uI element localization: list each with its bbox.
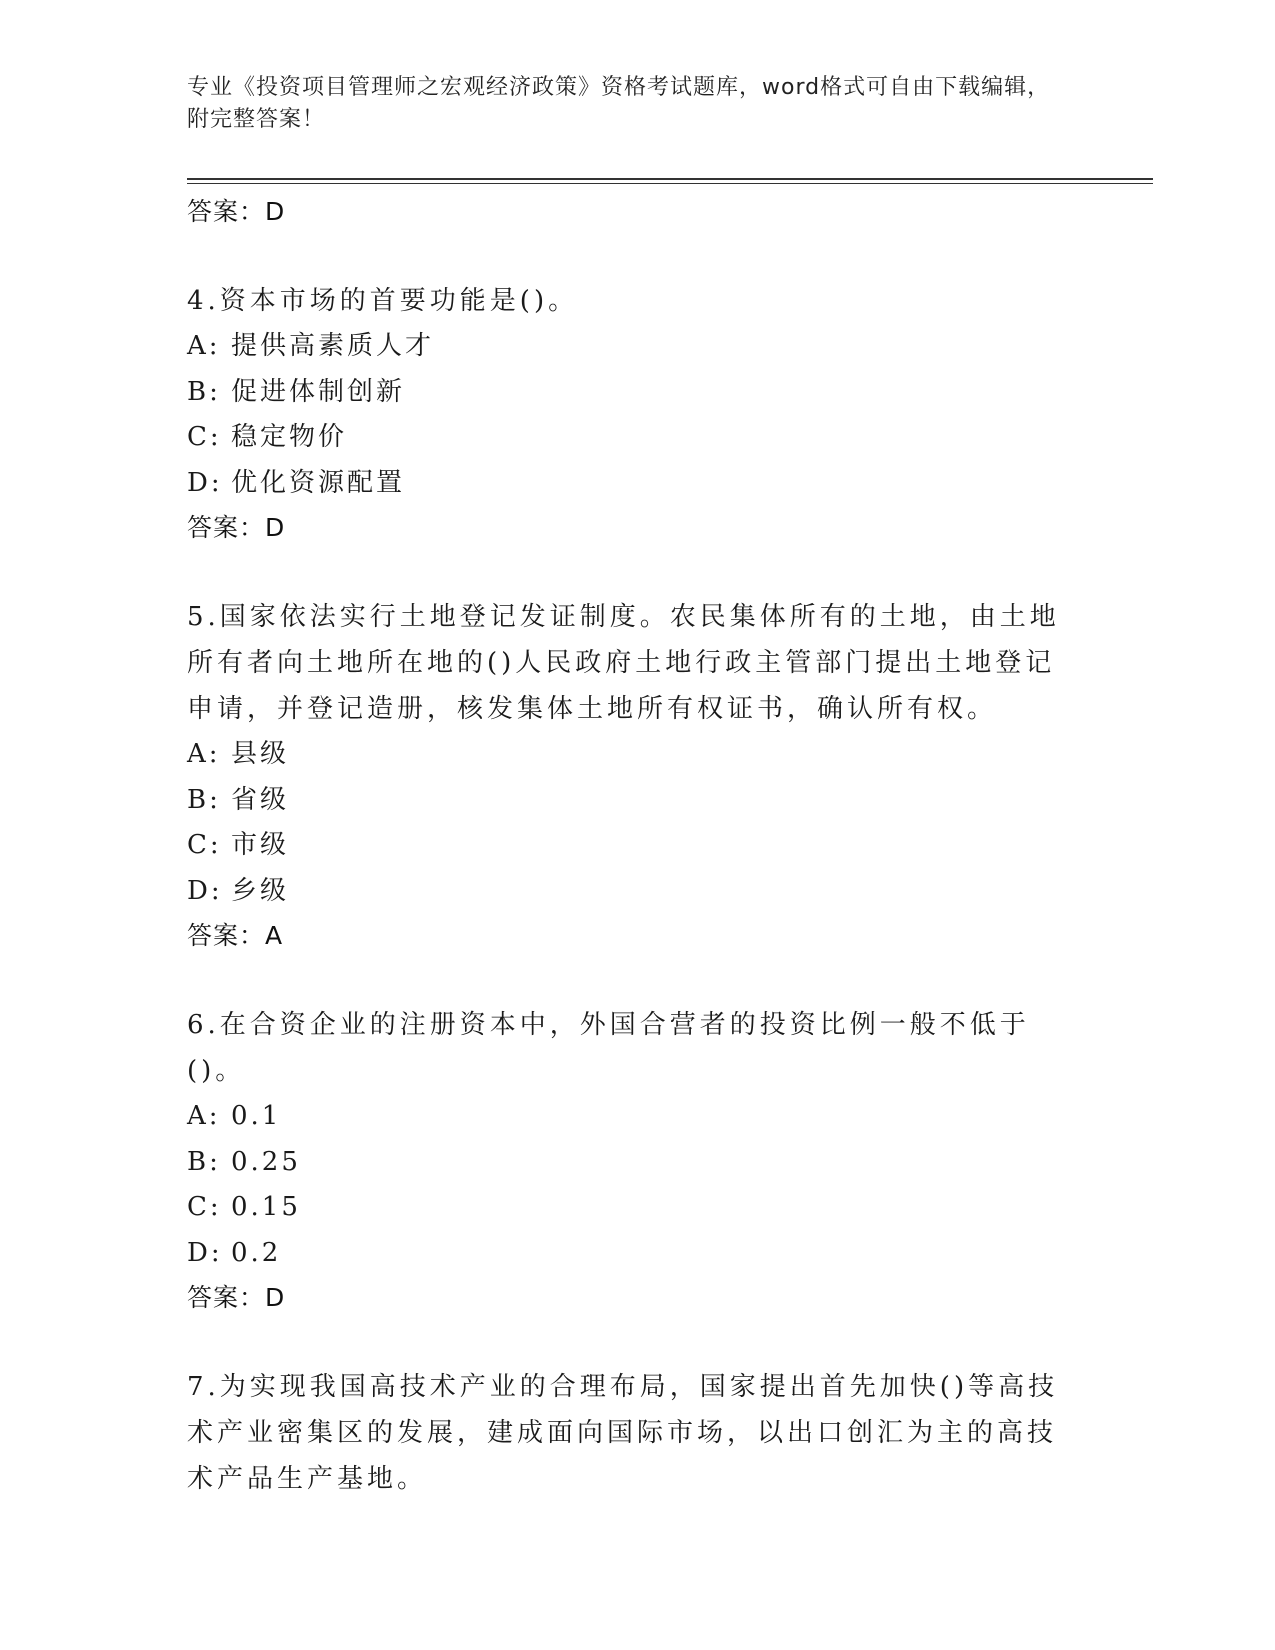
option-key: D: [187, 1237, 223, 1268]
option-a [187, 732, 1067, 778]
question-6 [187, 1002, 1067, 1320]
question-4 [187, 278, 1067, 550]
option-c [187, 415, 1067, 461]
option-key: A: [187, 1101, 221, 1131]
option-b [187, 1140, 1067, 1186]
option-key: B: [187, 784, 221, 815]
option-text: 0.15 [231, 1192, 301, 1222]
option-key: B: [187, 376, 221, 407]
option-text: 稳定物价 [231, 422, 348, 452]
question-list [187, 190, 1067, 1502]
question-text: 6.在合资企业的注册资本中，外国合营者的投资比例一般不低于()。 [187, 1010, 1030, 1086]
option-text: 县级 [231, 739, 290, 769]
header-divider-thick [187, 178, 1153, 180]
question-7 [187, 1364, 1067, 1502]
question-5 [187, 594, 1067, 958]
option-b [187, 370, 1067, 416]
option-key: C: [187, 422, 222, 452]
option-text: 优化资源配置 [231, 467, 406, 498]
option-text: 0.25 [231, 1146, 301, 1177]
option-c [187, 1185, 1067, 1231]
option-text: 乡级 [231, 875, 290, 906]
option-a [187, 324, 1067, 370]
option-text: 提供高素质人才 [231, 331, 435, 361]
option-d [187, 461, 1067, 507]
question-text: 5.国家依法实行土地登记发证制度。农民集体所有的土地，由土地所有者向土地所在地的()人民政府土地行政主管部门提出土地登记申请，并登记造册，核发集体土地所有权证书，确认所有权。 [187, 602, 1060, 724]
option-d [187, 1231, 1067, 1277]
answer-line: 答案：D [187, 513, 286, 542]
answer-line: 答案：D [187, 197, 286, 226]
option-a [187, 1094, 1067, 1140]
header-divider-thin [187, 183, 1153, 184]
option-text: 0.1 [231, 1101, 282, 1131]
option-key: D: [187, 875, 223, 906]
document-header: 专业《投资项目管理师之宏观经济政策》资格考试题库，word格式可自由下载编辑，附完整答案！ [187, 75, 1051, 132]
option-text: 0.2 [231, 1237, 282, 1268]
option-text: 省级 [231, 784, 290, 815]
option-key: C: [187, 1192, 222, 1222]
question-text: 7.为实现我国高技术产业的合理布局，国家提出首先加快()等高技术产业密集区的发展，建成面向国际市场，以出口创汇为主的高技术产品生产基地。 [187, 1372, 1059, 1494]
option-key: B: [187, 1146, 221, 1177]
option-key: D: [187, 467, 223, 498]
option-text: 促进体制创新 [231, 376, 406, 407]
question-text: 4.资本市场的首要功能是()。 [187, 286, 579, 316]
option-key: A: [187, 331, 221, 361]
answer-line: 答案：A [187, 921, 284, 950]
answer-line: 答案：D [187, 1283, 286, 1312]
option-text: 市级 [231, 830, 290, 860]
option-key: A: [187, 739, 221, 769]
option-b [187, 778, 1067, 824]
option-c [187, 823, 1067, 869]
option-d [187, 869, 1067, 915]
option-key: C: [187, 830, 222, 860]
